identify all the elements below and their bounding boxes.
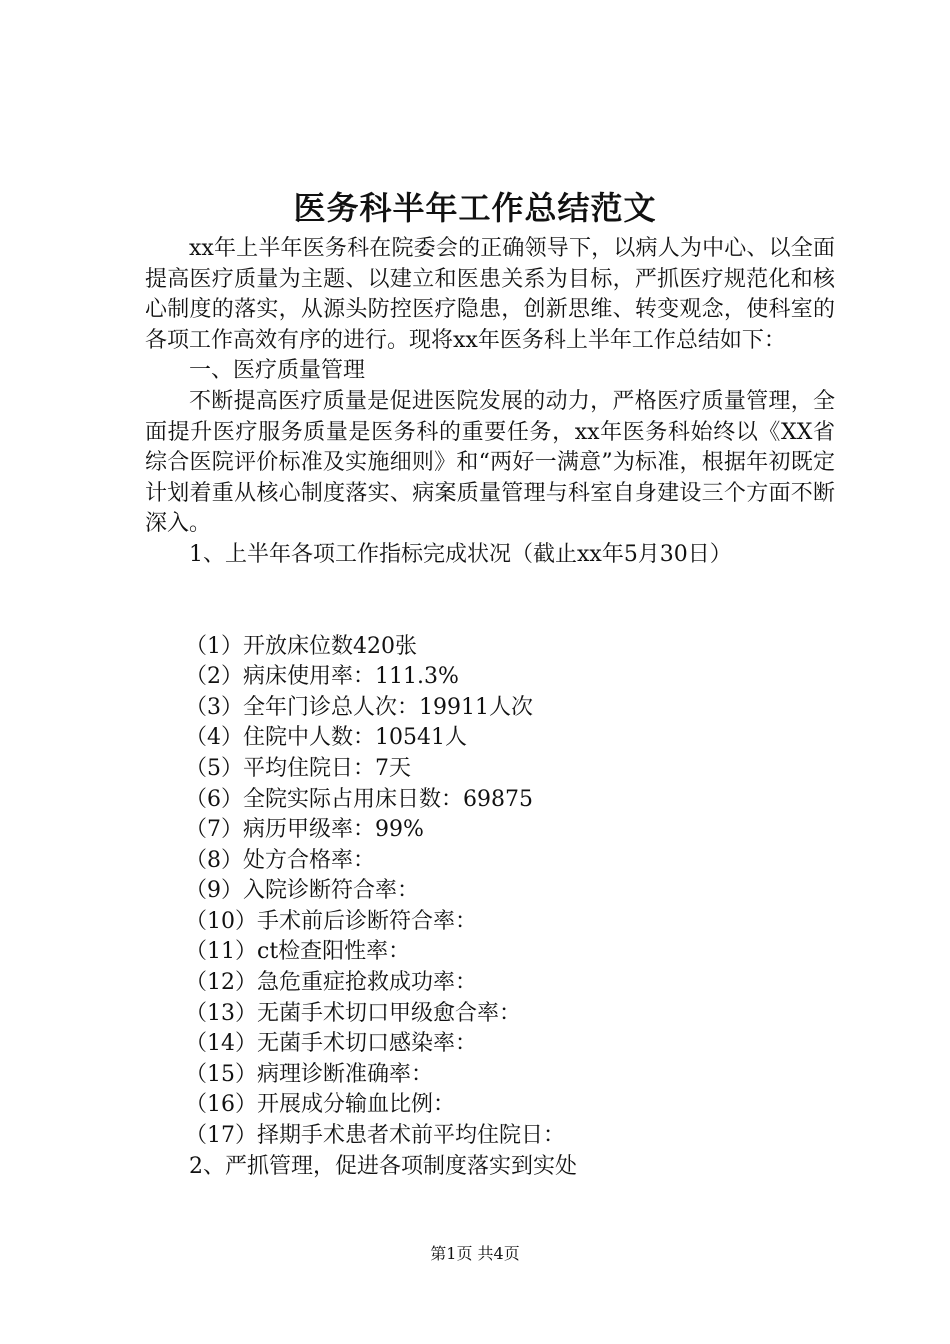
list-item: （9）入院诊断符合率： xyxy=(185,878,419,904)
list-item: （2）病床使用率：111.3% xyxy=(185,664,459,690)
subheading-management: 2、严抓管理，促进各项制度落实到实处 xyxy=(189,1153,577,1179)
list-item: （12）急危重症抢救成功率： xyxy=(185,970,477,996)
subheading-indicators: 1、上半年各项工作指标完成状况（截止xx年5月30日） xyxy=(189,541,732,567)
list-item: （13）无菌手术切口甲级愈合率： xyxy=(185,1000,521,1026)
list-item: （7）病历甲级率：99% xyxy=(185,817,424,843)
list-item: （3）全年门诊总人次：19911人次 xyxy=(185,694,533,720)
intro-paragraph: xx年上半年医务科在院委会的正确领导下，以病人为中心、以全面提高医疗质量为主题、以建立和医患关系为目标，严抓医疗规范化和核心制度的落实，从源头防控医疗隐患，创新思维、转变观念，使科室的各项工作高效有序的进行。现将xx年医务科上半年工作总结如下： xyxy=(145,236,835,353)
list-item: （17）择期手术患者术前平均住院日： xyxy=(185,1123,565,1149)
list-item: （4）住院中人数：10541人 xyxy=(185,725,467,751)
list-item: （8）处方合格率： xyxy=(185,847,375,873)
list-item: （6）全院实际占用床日数：69875 xyxy=(185,786,533,812)
list-item: （14）无菌手术切口感染率： xyxy=(185,1031,477,1057)
document-body xyxy=(145,234,835,1182)
section-paragraph-quality: 不断提高医疗质量是促进医院发展的动力，严格医疗质量管理，全面提升医疗服务质量是医务科的重要任务，xx年医务科始终以《XX省综合医院评价标准及实施细则》和“两好一满意”为标准，根据年初既定计划着重从核心制度落实、病案质量管理与科室自身建设三个方面不断深入。 xyxy=(145,388,835,537)
blank-line xyxy=(145,571,835,632)
list-item: （16）开展成分输血比例： xyxy=(185,1092,455,1118)
list-item: （5）平均住院日：7天 xyxy=(185,755,411,781)
indicator-list xyxy=(145,632,835,1152)
list-item: （1）开放床位数420张 xyxy=(185,633,417,659)
document-title: 医务科半年工作总结范文 xyxy=(293,189,657,227)
page-footer: 第1页 共4页 xyxy=(430,1244,520,1263)
list-item: （11）ct检查阳性率： xyxy=(185,939,411,965)
list-item: （15）病理诊断准确率： xyxy=(185,1061,433,1087)
list-item: （10）手术前后诊断符合率： xyxy=(185,908,477,934)
section-heading-quality: 一、医疗质量管理 xyxy=(189,358,366,384)
